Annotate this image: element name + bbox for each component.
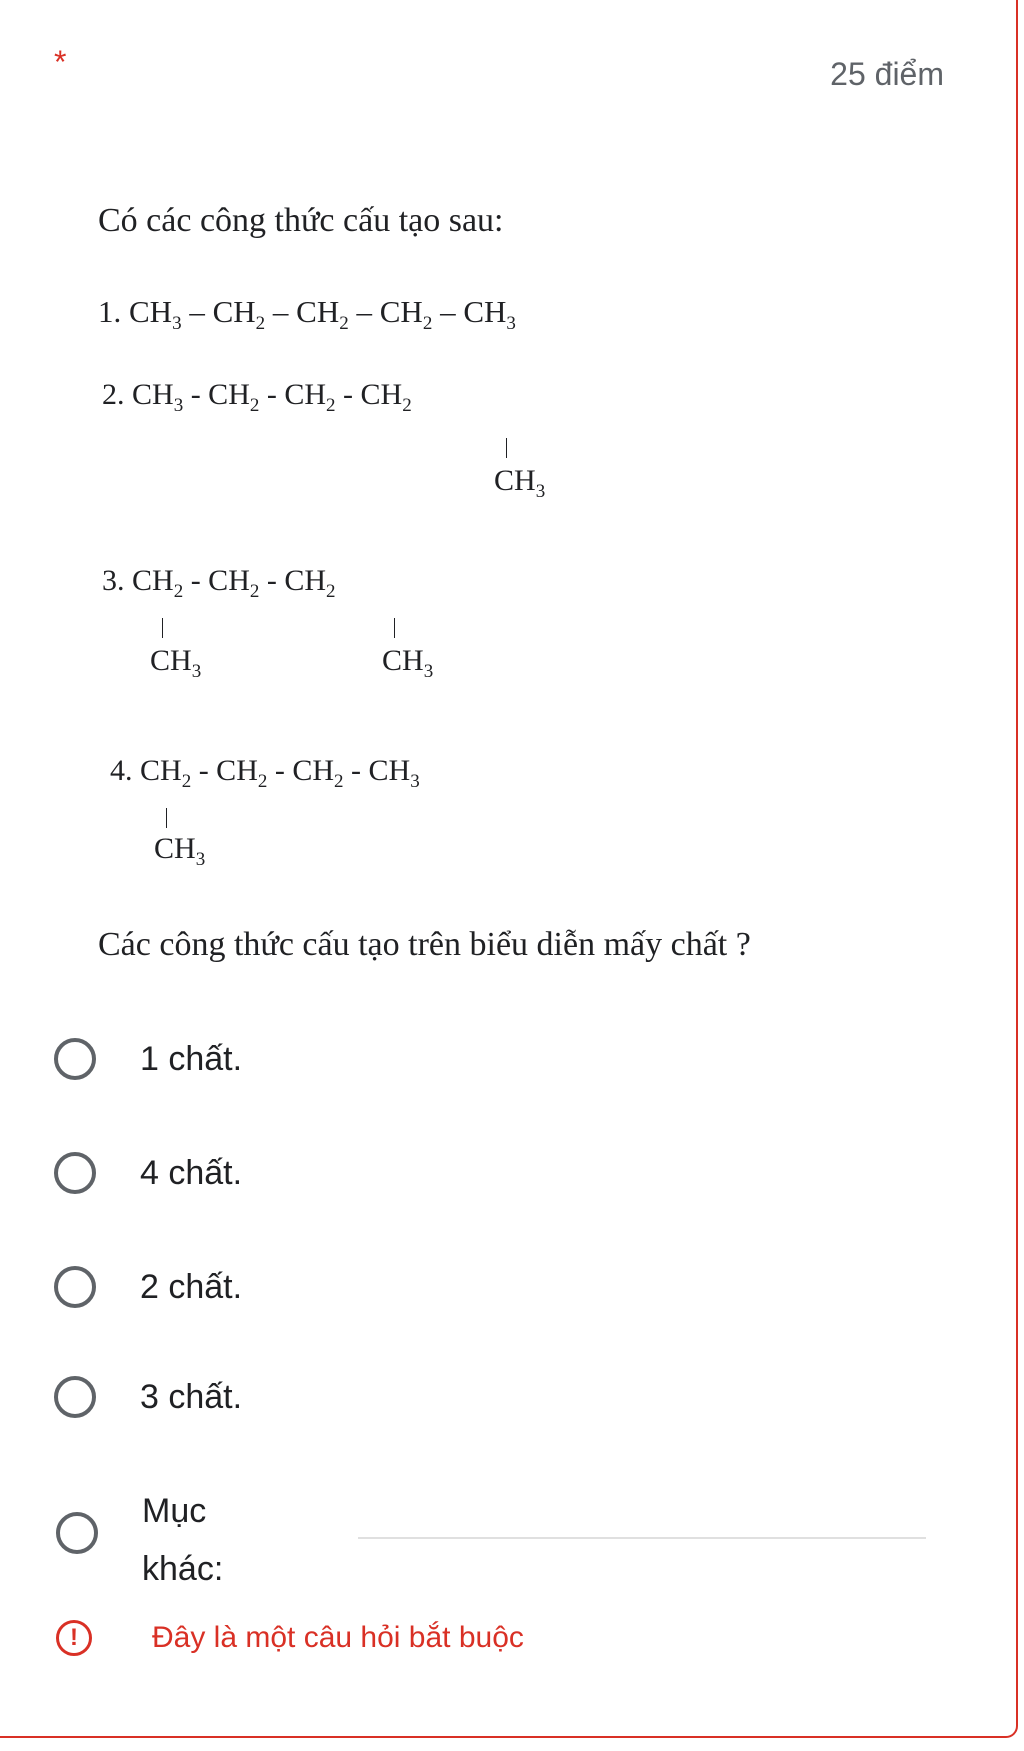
question-prompt: Các công thức cấu tạo trên biểu diễn mấy chất ?	[98, 926, 751, 963]
option-2-chat[interactable]	[54, 1266, 242, 1308]
option-4-chat[interactable]	[54, 1152, 242, 1194]
bond-line	[394, 618, 395, 638]
radio-button[interactable]	[54, 1152, 96, 1194]
formula-4-branch: $CH_3$	[154, 832, 206, 870]
other-option-label: Mục khác:	[142, 1492, 224, 1588]
error-message: Đây là một câu hỏi bắt buộc	[152, 1621, 524, 1654]
option-label: 3 chất.	[140, 1377, 243, 1416]
bond-line	[166, 808, 167, 828]
formula-3-chain: 3. $CH_2 - CH_2 - CH_2$	[102, 564, 336, 602]
error-exclamation-icon: !	[56, 1620, 92, 1656]
other-option-input[interactable]	[358, 1537, 926, 1539]
required-error	[56, 1620, 524, 1656]
option-label: 2 chất.	[140, 1267, 243, 1306]
option-label: 1 chất.	[140, 1039, 243, 1078]
radio-button[interactable]	[54, 1376, 96, 1418]
bond-line	[506, 438, 507, 458]
formula-1: 1. $CH_3 - CH_2 - CH_2 - CH_2 - CH_3$	[98, 294, 516, 335]
other-radio-button[interactable]	[56, 1512, 98, 1554]
bond-line	[162, 618, 163, 638]
option-3-chat[interactable]	[54, 1376, 242, 1418]
formula-4-chain: 4. $CH_2 - CH_2 - CH_2 - CH_3$	[110, 754, 420, 792]
question-intro: Có các công thức cấu tạo sau:	[98, 202, 504, 239]
required-asterisk: *	[54, 44, 67, 80]
formula-3-branch-2: $CH_3$	[382, 644, 434, 682]
formula-2-chain: 2. $CH_3 - CH_2 - CH_2 - CH_2$	[102, 378, 412, 416]
points-label: 25 điểm	[830, 56, 944, 92]
formula-2-branch: $CH_3$	[494, 464, 546, 502]
radio-button[interactable]	[54, 1038, 96, 1080]
formula-3-branch-1: $CH_3$	[150, 644, 202, 682]
option-label: 4 chất.	[140, 1153, 243, 1192]
option-1-chat[interactable]	[54, 1038, 242, 1080]
radio-button[interactable]	[54, 1266, 96, 1308]
